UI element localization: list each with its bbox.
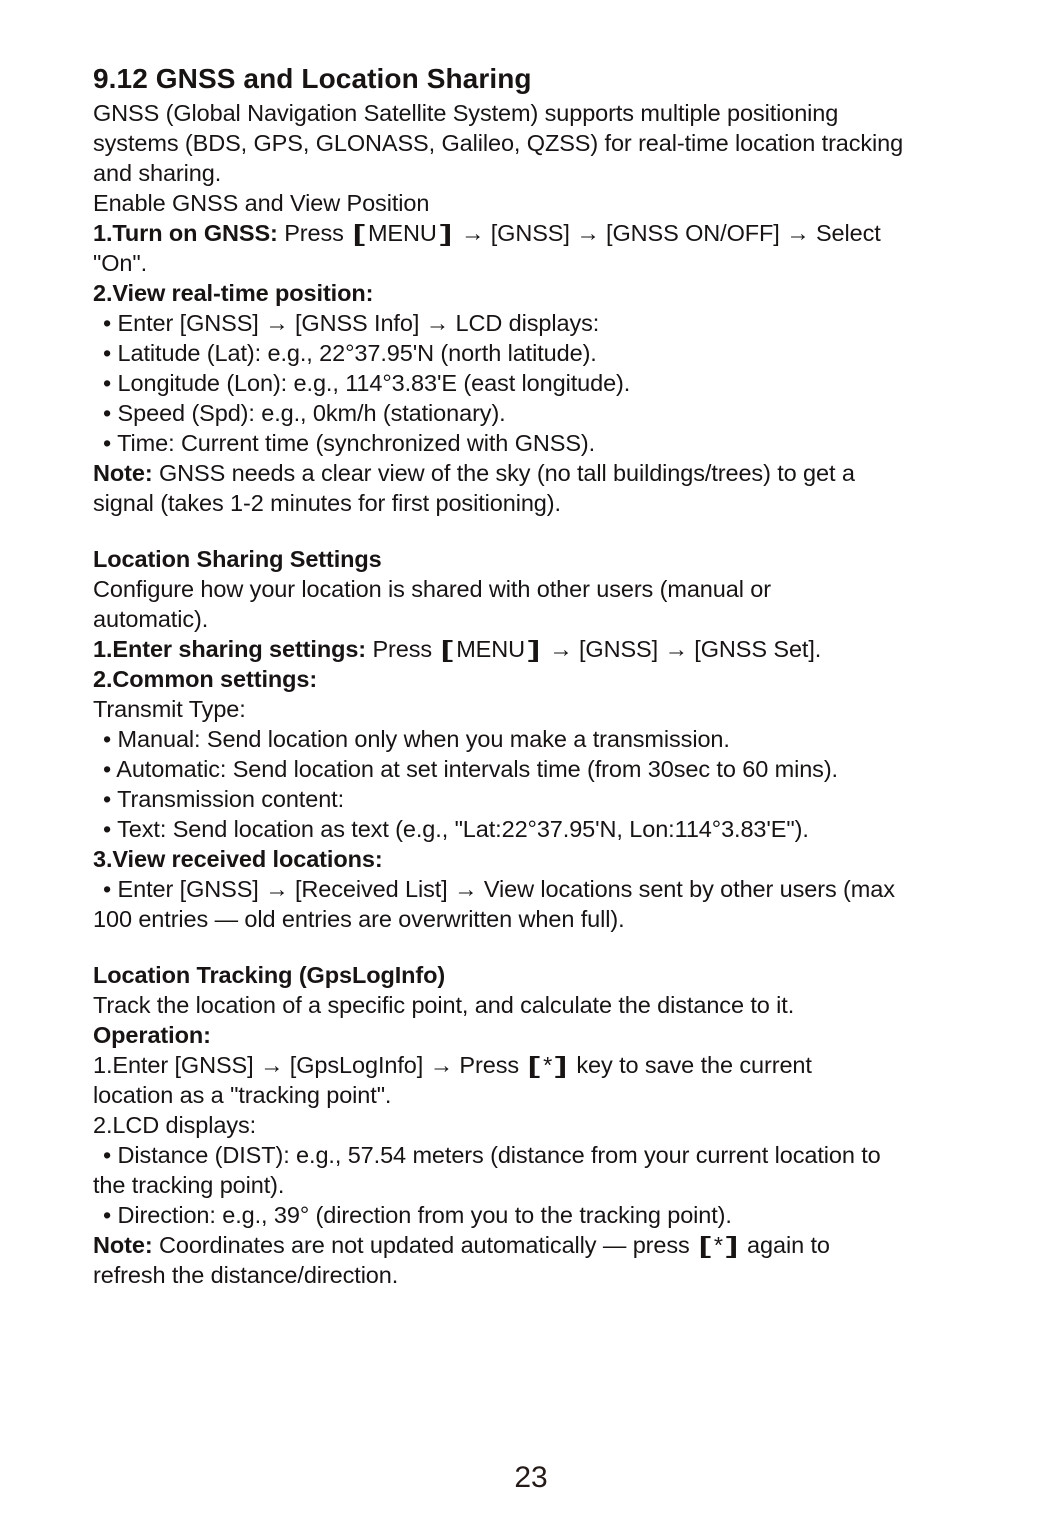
text-run: • Distance (DIST): e.g., 57.54 meters (distance from your current location to — [103, 1142, 881, 1168]
text-line — [93, 634, 983, 664]
text-run: Configure how your location is shared with other users (manual or — [93, 576, 771, 602]
text-run: the tracking point). — [93, 1172, 285, 1198]
text-line — [93, 664, 983, 694]
text-line — [93, 218, 983, 248]
text-run: → [GNSS] → [GNSS Set]. — [542, 636, 822, 662]
text-run: signal (takes 1-2 minutes for first positioning). — [93, 490, 561, 516]
text-line — [93, 1020, 983, 1050]
text-run: → [GNSS] → [GNSS ON/OFF] → Select — [454, 220, 881, 246]
text-run: • Transmission content: — [103, 786, 345, 812]
left-lenticular-bracket: [ — [353, 220, 366, 246]
right-lenticular-bracket: ] — [725, 1232, 738, 1258]
bullet-line — [93, 784, 983, 814]
text-run: Operation: — [93, 1022, 211, 1048]
text-run: GNSS needs a clear view of the sky (no tall buildings/trees) to get a — [152, 460, 855, 486]
text-line — [93, 604, 983, 634]
text-run: Press — [366, 636, 439, 662]
text-line — [93, 990, 983, 1020]
left-lenticular-bracket: [ — [528, 1052, 541, 1078]
text-run: 100 entries — old entries are overwritten when full). — [93, 906, 625, 932]
text-line — [93, 278, 983, 308]
section-gap — [93, 518, 983, 544]
text-run: 2.View real-time position: — [93, 280, 374, 306]
section-heading — [93, 960, 983, 990]
text-run: • Longitude (Lon): e.g., 114°3.83'E (east longitude). — [103, 370, 631, 396]
text-line — [93, 1230, 983, 1260]
text-run: and sharing. — [93, 160, 222, 186]
text-run: Enable GNSS and View Position — [93, 190, 430, 216]
text-line — [93, 488, 983, 518]
text-run: Note: — [93, 1232, 153, 1258]
left-lenticular-bracket: [ — [698, 1232, 711, 1258]
right-lenticular-bracket: ] — [555, 1052, 568, 1078]
page-number: 23 — [514, 1461, 548, 1494]
text-run: • Latitude (Lat): e.g., 22°37.95'N (north latitude). — [103, 340, 597, 366]
text-run: refresh the distance/direction. — [93, 1262, 399, 1288]
text-run: 9.12 GNSS and Location Sharing — [93, 63, 532, 94]
text-line — [93, 128, 983, 158]
text-line — [93, 574, 983, 604]
section-heading — [93, 544, 983, 574]
text-run: "On". — [93, 250, 148, 276]
bullet-line — [93, 368, 983, 398]
page-content — [93, 60, 983, 1290]
text-line — [93, 904, 983, 934]
text-run: Transmit Type: — [93, 696, 246, 722]
text-run: • Automatic: Send location at set intervals time (from 30sec to 60 mins). — [103, 756, 838, 782]
text-line — [93, 1080, 983, 1110]
bullet-line — [93, 398, 983, 428]
text-line — [93, 248, 983, 278]
text-run: • Text: Send location as text (e.g., "Lat:22°37.95'N, Lon:114°3.83'E"). — [103, 816, 809, 842]
right-lenticular-bracket: ] — [439, 220, 452, 246]
text-line — [93, 158, 983, 188]
text-line — [93, 458, 983, 488]
text-run: MENU — [456, 636, 525, 662]
right-lenticular-bracket: ] — [527, 636, 540, 662]
bullet-line — [93, 814, 983, 844]
text-line — [93, 1260, 983, 1290]
left-lenticular-bracket: [ — [441, 636, 454, 662]
text-run: • Time: Current time (synchronized with GNSS). — [103, 430, 596, 456]
text-run: • Manual: Send location only when you make a transmission. — [103, 726, 730, 752]
text-run: 3.View received locations: — [93, 846, 383, 872]
text-run: systems (BDS, GPS, GLONASS, Galileo, QZSS) for real-time location tracking — [93, 130, 904, 156]
section-gap — [93, 934, 983, 960]
document-title — [93, 60, 983, 98]
text-run: • Enter [GNSS] → [Received List] → View locations sent by other users (max — [103, 876, 895, 902]
text-run: * — [543, 1052, 553, 1078]
bullet-line — [93, 1200, 983, 1230]
text-run: • Direction: e.g., 39° (direction from you to the tracking point). — [103, 1202, 732, 1228]
bullet-line — [93, 1140, 983, 1170]
text-run: Coordinates are not updated automatically — press — [152, 1232, 697, 1258]
text-line — [93, 1110, 983, 1140]
text-run: key to save the current — [569, 1052, 812, 1078]
bullet-line — [93, 428, 983, 458]
text-run: Location Sharing Settings — [93, 546, 382, 572]
text-run: • Speed (Spd): e.g., 0km/h (stationary). — [103, 400, 506, 426]
text-run: Track the location of a specific point, and calculate the distance to it. — [93, 992, 795, 1018]
text-line — [93, 694, 983, 724]
text-run: 2.Common settings: — [93, 666, 318, 692]
text-run: GNSS (Global Navigation Satellite System) supports multiple positioning — [93, 100, 839, 126]
text-line — [93, 1050, 983, 1080]
text-run: Note: — [93, 460, 153, 486]
text-run: 1.Turn on GNSS: — [93, 220, 278, 246]
text-run: automatic). — [93, 606, 209, 632]
text-run: 2.LCD displays: — [93, 1112, 257, 1138]
text-run: MENU — [367, 220, 437, 246]
text-line — [93, 1170, 983, 1200]
text-run: Press — [277, 220, 351, 246]
text-line — [93, 98, 983, 128]
text-run: Location Tracking (GpsLogInfo) — [93, 962, 446, 988]
text-run: 1.Enter sharing settings: — [93, 636, 367, 662]
text-line — [93, 188, 983, 218]
text-run: again to — [740, 1232, 830, 1258]
bullet-line — [93, 338, 983, 368]
text-line — [93, 844, 983, 874]
bullet-line — [93, 724, 983, 754]
bullet-line — [93, 308, 983, 338]
text-run: location as a "tracking point". — [93, 1082, 392, 1108]
bullet-line — [93, 754, 983, 784]
text-run: • Enter [GNSS] → [GNSS Info] → LCD displays: — [103, 310, 600, 336]
bullet-line — [93, 874, 983, 904]
text-run: * — [713, 1232, 723, 1258]
text-run: 1.Enter [GNSS] → [GpsLogInfo] → Press — [93, 1052, 526, 1078]
